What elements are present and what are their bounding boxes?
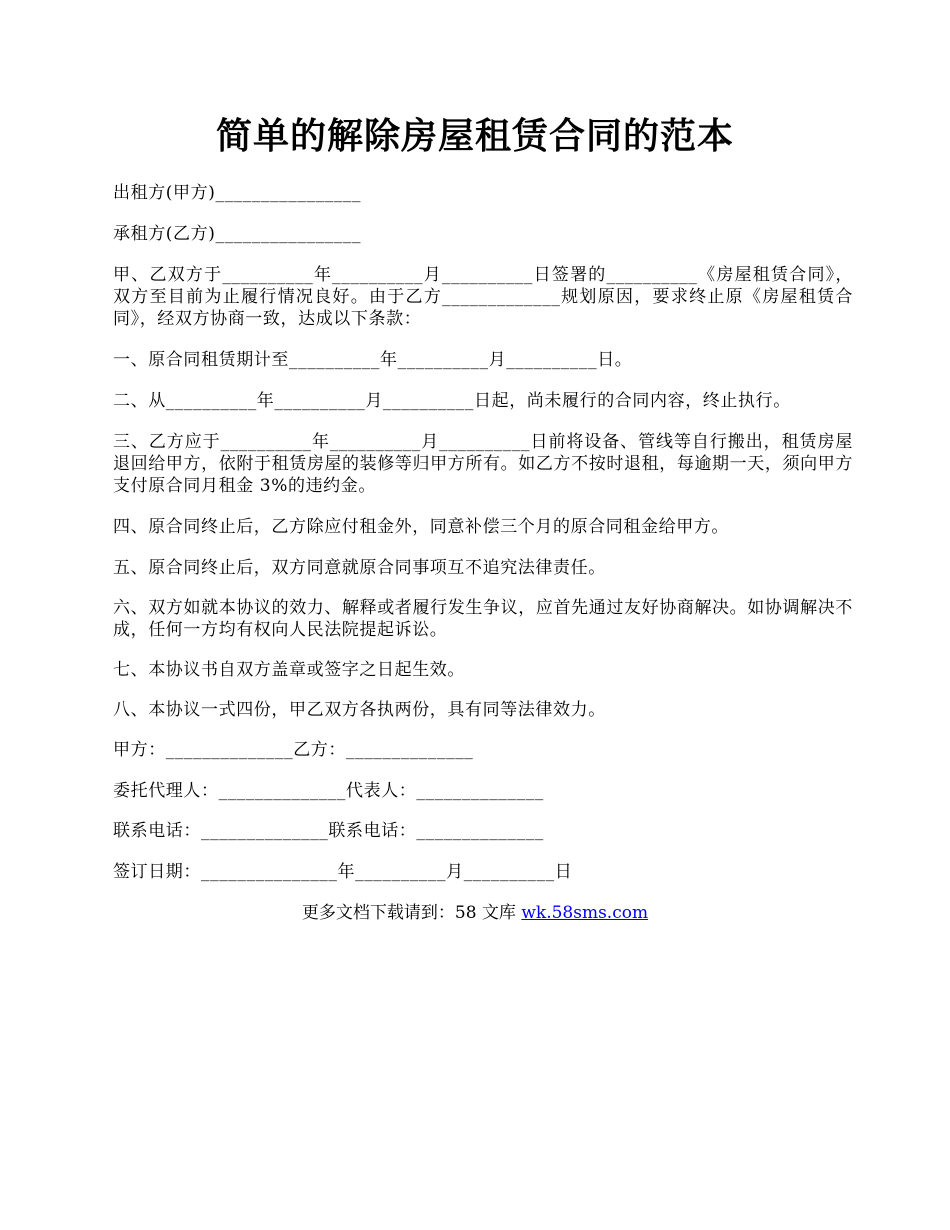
clause-5: 五、原合同终止后，双方同意就原合同事项互不追究法律责任。 (113, 558, 606, 578)
clause-1: 一、原合同租赁期计至__________年__________月__________日。 (113, 350, 633, 370)
clause-3: 三、乙方应于__________年__________月__________日前将设备、管线等自行搬出，租赁房屋退回给甲方，依附于租赁房屋的装修等归甲方所有。如乙方不按时退租，每逾期一天，须向甲方支付原合同月租金 3%的违约金。 (113, 432, 853, 496)
signature-agent-line: 委托代理人：______________代表人：______________ (113, 781, 544, 801)
clause-8: 八、本协议一式四份，甲乙双方各执两份，具有同等法律效力。 (113, 700, 606, 720)
lessor-line: 出租方(甲方)________________ (113, 183, 362, 203)
footer-text: 更多文档下载请到：58 文库 (301, 903, 522, 923)
clause-7: 七、本协议书自双方盖章或签字之日起生效。 (113, 660, 465, 680)
signature-party-line: 甲方：______________乙方：______________ (113, 740, 474, 760)
clause-6: 六、双方如就本协议的效力、解释或者履行发生争议，应首先通过友好协商解决。如协调解决不成，任何一方均有权向人民法院提起诉讼。 (113, 598, 853, 640)
clause-4: 四、原合同终止后，乙方除应付租金外，同意补偿三个月的原合同租金给甲方。 (113, 517, 729, 537)
lessee-line: 承租方(乙方)________________ (113, 224, 362, 244)
clause-2: 二、从__________年__________月__________日起，尚未履行的合同内容，终止执行。 (113, 391, 791, 411)
footer (0, 902, 950, 924)
footer-link[interactable]: wk.58sms.com (521, 903, 649, 923)
preamble-paragraph: 甲、乙双方于__________年__________月__________日签署的__________《房屋租赁合同》，双方至目前为止履行情况良好。由于乙方_____________规划原因，要求终止原《房屋租赁合同》，经双方协商一致，达成以下条款： (113, 265, 853, 329)
signature-phone-line: 联系电话：______________联系电话：______________ (113, 821, 544, 841)
signing-date-line: 签订日期：_______________年__________月__________日 (113, 862, 573, 882)
document-title: 简单的解除房屋租赁合同的范本 (215, 115, 734, 157)
